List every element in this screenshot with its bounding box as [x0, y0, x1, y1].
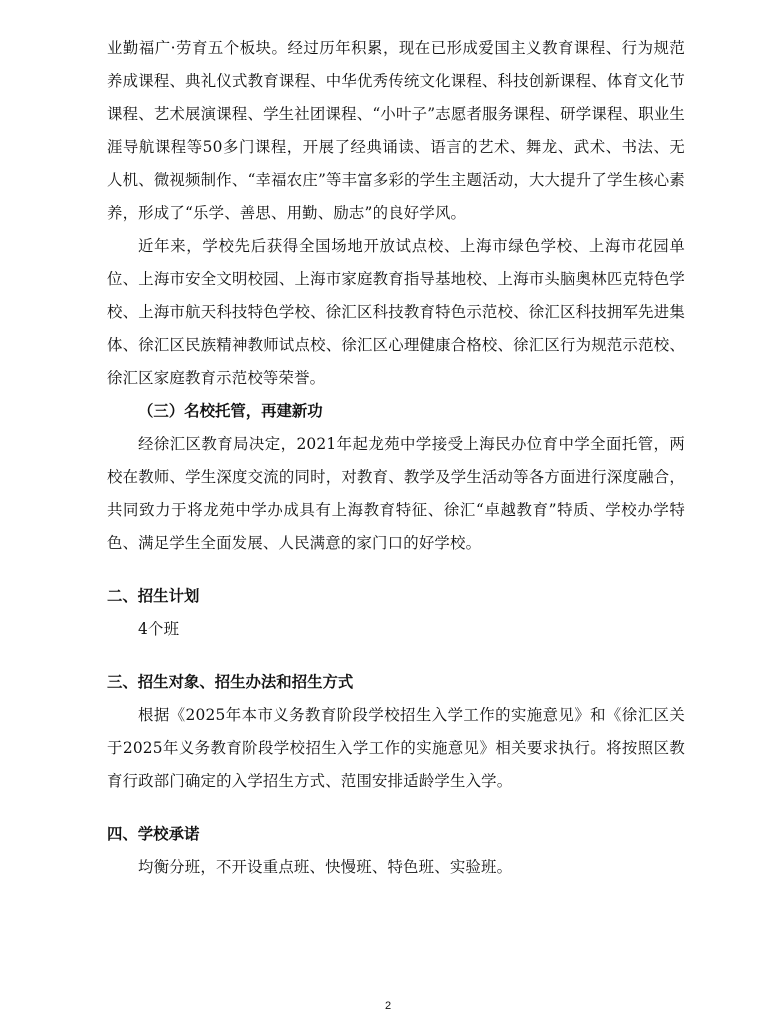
paragraph-honors: 近年来，学校先后获得全国场地开放试点校、上海市绿色学校、上海市花园单位、上海市安全文明校园、上海市家庭教育指导基地校、上海市头脑奥林匹克特色学校、上海市航天科技特色学校、徐汇区科技教育特色示范校、徐汇区科技拥军先进集体、徐汇区民族精神教师试点校、徐汇区心理健康合格校、徐汇区行为规范示范校、徐汇区家庭教育示范校等荣誉。: [107, 237, 685, 387]
document-body: [107, 32, 685, 884]
paragraph-trusteeship: 经徐汇区教育局决定，2021年起龙苑中学接受上海民办位育中学全面托管，两校在教师、学生深度交流的同时，对教育、教学及学生活动等各方面进行深度融合，共同致力于将龙苑中学办成具有上海教育特征、徐汇“卓越教育”特质、学校办学特色、满足学生全面发展、人民满意的家门口的好学校。: [107, 435, 685, 552]
paragraph-courses: 业勤福广·劳育五个板块。经过历年积累，现在已形成爱国主义教育课程、行为规范养成课程、典礼仪式教育课程、中华优秀传统文化课程、科技创新课程、体育文化节课程、艺术展演课程、学生社团课程、“小叶子”志愿者服务课程、研学课程、职业生涯导航课程等50多门课程，开展了经典诵读、语言的艺术、舞龙、武术、书法、无人机、微视频制作、“幸福农庄”等丰富多彩的学生主题活动，大大提升了学生核心素养，形成了“乐学、善思、用勤、励志”的良好学风。: [107, 39, 685, 222]
subheading-trusteeship: （三）名校托管，再建新功: [138, 402, 323, 420]
paragraph-school-commitment: 均衡分班，不开设重点班、快慢班、特色班、实验班。: [138, 858, 513, 876]
spacer: [107, 646, 685, 666]
page-number: 2: [384, 1000, 392, 1012]
section-heading-school-commitment: 四、学校承诺: [107, 825, 200, 843]
paragraph-enrollment-targets: 根据《2025年本市义务教育阶段学校招生入学工作的实施意见》和《徐汇区关于2025年义务教育阶段学校招生入学工作的实施意见》相关要求执行。将按照区教育行政部门确定的入学招生方式、范围安排适龄学生入学。: [107, 706, 685, 790]
paragraph-enrollment-plan: 4个班: [138, 620, 180, 638]
section-heading-enrollment-targets: 三、招生对象、招生办法和招生方式: [107, 673, 354, 691]
section-heading-enrollment-plan: 二、招生计划: [107, 587, 200, 605]
spacer: [107, 560, 685, 580]
spacer: [107, 798, 685, 818]
